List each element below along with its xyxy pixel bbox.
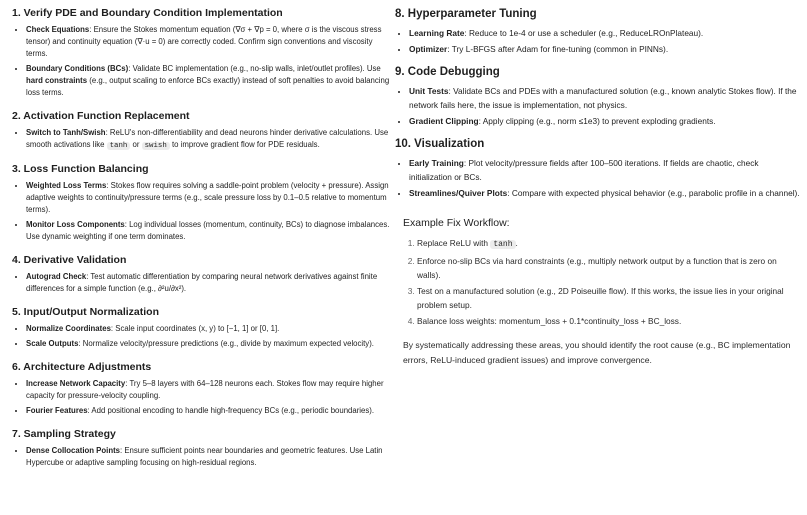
item-label: Dense Collocation Points [26, 446, 121, 455]
section-title: 2. Activation Function Replacement [12, 110, 190, 122]
item-label: Optimizer [409, 44, 448, 54]
item-label: hard constraints [26, 76, 88, 85]
bullet-list [12, 271, 392, 295]
item-label: Normalize Coordinates [26, 324, 111, 333]
section-title: 1. Verify PDE and Boundary Condition Implementation [12, 7, 283, 19]
item-label: Increase Network Capacity [26, 379, 126, 388]
item-text: : Try 5–8 layers with 64–128 neurons each. Stokes flow may require higher capacity for pressure-velocity coupling. [26, 379, 384, 400]
step-text: . [515, 238, 518, 248]
item-text: : Plot velocity/pressure fields after 100–500 iterations. If fields are chaotic, check initialization or BCs. [409, 158, 759, 182]
item-label: Gradient Clipping [409, 116, 479, 126]
item-text: or [130, 140, 142, 149]
list-item [26, 63, 392, 99]
item-label: Scale Outputs [26, 339, 79, 348]
item-label: Streamlines/Quiver Plots [409, 188, 508, 198]
summary-paragraph: By systematically addressing these areas, you should identify the root cause (e.g., BC implementation errors, ReLU-induced gradient issues) and improve convergence. [403, 340, 791, 365]
item-text: : Ensure the Stokes momentum equation (∇σ + ∇p = 0, where σ is the viscous stress tensor) and continuity equation (∇·u = 0) are correctly coded. Confirm sign conventions and viscosity terms. [26, 25, 382, 58]
item-label: Early Training [409, 158, 464, 168]
list-item [409, 114, 800, 128]
item-label: Monitor Loss Components [26, 220, 125, 229]
item-label: Switch to Tanh/Swish [26, 128, 106, 137]
section-title: 7. Sampling Strategy [12, 428, 116, 440]
workflow-step [417, 236, 800, 252]
item-text: : Validate BC implementation (e.g., no-slip walls, inlet/outlet profiles). Use [128, 64, 381, 73]
item-text: : Ensure sufficient points near boundaries and geometric features. Use Latin Hypercube or adaptive sampling focusing on high-residual regions. [26, 446, 383, 467]
bullet-list [395, 156, 800, 200]
bullet-list [395, 84, 800, 128]
list-item [26, 271, 392, 295]
inline-code: tanh [490, 240, 515, 249]
item-text: : Reduce to 1e-4 or use a scheduler (e.g., ReduceLROnPlateau). [464, 28, 704, 38]
section-title: 10. Visualization [395, 138, 485, 150]
list-item [409, 186, 800, 200]
list-item [409, 26, 800, 40]
item-label: Fourier Features [26, 406, 88, 415]
item-text: : Add positional encoding to handle high-frequency BCs (e.g., periodic boundaries). [87, 406, 375, 415]
list-item [409, 156, 800, 184]
section-title: 4. Derivative Validation [12, 254, 127, 266]
workflow-step: 3. Test on a manufactured solution (e.g., 2D Poiseuille flow). If this works, the issue lies in your original problem setup. [417, 284, 800, 312]
item-label: Autograd Check [26, 272, 87, 281]
bullet-list [12, 378, 392, 417]
example-workflow-title: Example Fix Workflow: [403, 217, 510, 229]
item-text: (e.g., output scaling to enforce BCs exactly) instead of soft penalties to avoid balancing loss terms. [26, 76, 390, 97]
list-item [409, 42, 800, 56]
item-text: : Scale input coordinates (x, y) to [−1, 1] or [0, 1]. [110, 324, 280, 333]
bullet-list [12, 445, 392, 469]
section-title: 8. Hyperparameter Tuning [395, 8, 537, 20]
bullet-list [12, 24, 392, 99]
section-title: 5. Input/Output Normalization [12, 306, 159, 318]
list-item [26, 323, 392, 335]
item-text: to improve gradient flow for PDE residuals. [169, 140, 320, 149]
item-text: : ReLU's non-differentiability and dead neurons hinder derivative calculations. Use smooth activations like [26, 128, 389, 149]
list-item [26, 127, 392, 152]
list-item [26, 378, 392, 402]
item-label: Check Equations [26, 25, 90, 34]
item-text: : Normalize velocity/pressure predictions (e.g., divide by maximum expected velocity). [78, 339, 374, 348]
item-text: : Validate BCs and PDEs with a manufactured solution (e.g., known analytic Stokes flow). If the network fails here, the issue is implementation, not physics. [409, 86, 797, 110]
inline-code: tanh [107, 142, 131, 150]
list-item [26, 445, 392, 469]
item-label: Learning Rate [409, 28, 465, 38]
list-item [26, 24, 392, 60]
inline-code: swish [142, 142, 170, 150]
left-column [12, 6, 392, 472]
item-text: : Compare with expected physical behavior (e.g., parabolic profile in a channel). [507, 188, 800, 198]
list-item [409, 84, 800, 112]
item-text: : Test automatic differentiation by comparing neural network derivatives against finite differences for a simple function (e.g., ∂²u/∂x²). [26, 272, 378, 293]
list-item [26, 180, 392, 216]
section-title: 3. Loss Function Balancing [12, 163, 149, 175]
section-title: 6. Architecture Adjustments [12, 361, 152, 373]
list-item [26, 338, 392, 350]
bullet-list [12, 323, 392, 350]
item-text: : Log individual losses (momentum, continuity, BCs) to diagnose imbalances. Use dynamic weighting if one term dominates. [26, 220, 390, 241]
item-label: Weighted Loss Terms [26, 181, 107, 190]
section-title: 9. Code Debugging [395, 66, 500, 78]
item-label: Boundary Conditions (BCs) [26, 64, 129, 73]
bullet-list [12, 180, 392, 243]
workflow-step: 4. Balance loss weights: momentum_loss + 0.1*continuity_loss + BC_loss. [417, 314, 800, 328]
list-item [26, 405, 392, 417]
item-text: : Apply clipping (e.g., norm ≤1e3) to prevent exploding gradients. [478, 116, 716, 126]
item-label: Unit Tests [409, 86, 449, 96]
workflow-steps [395, 236, 800, 328]
right-column [395, 6, 800, 368]
item-text: : Try L-BFGS after Adam for fine-tuning (common in PINNs). [447, 44, 669, 54]
step-text: Replace ReLU with [417, 238, 491, 248]
item-text: : Stokes flow requires solving a saddle-point problem (velocity + pressure). Assign adaptive weights to continuity/pressure terms (e.g., scale pressure loss by 0.1–0.5 relative to momentum terms). [26, 181, 389, 214]
bullet-list [12, 127, 392, 152]
list-item [26, 219, 392, 243]
workflow-step: 2. Enforce no-slip BCs via hard constraints (e.g., multiply network output by a function that is zero on walls). [417, 254, 800, 282]
bullet-list [395, 26, 800, 56]
